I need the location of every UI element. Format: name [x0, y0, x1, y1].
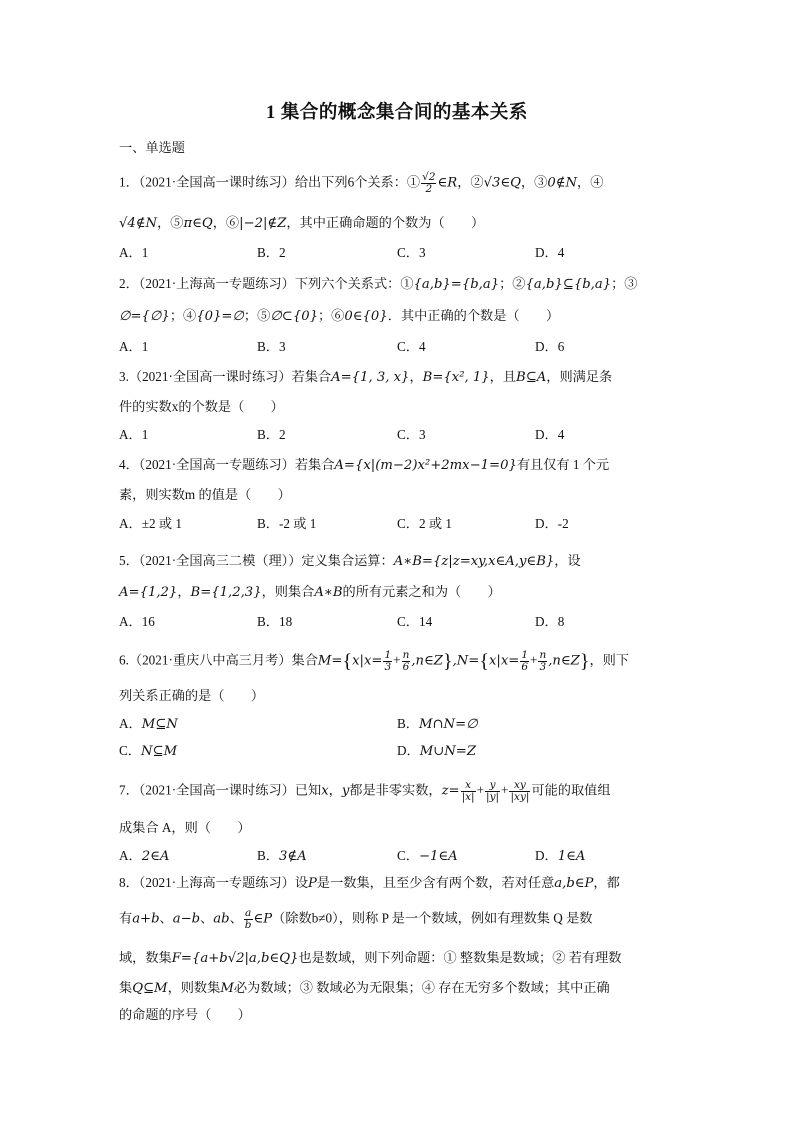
q2-option-d: D．6: [535, 339, 565, 354]
question-1-cont: √4∉N，⑤π∈Q，⑥|−2|∉Z，其中正确命题的个数为（ ）: [119, 215, 485, 231]
question-7-cont: 成集合 A，则（ ）: [119, 820, 251, 835]
question-6: 6.（2021·重庆八中高三月考）集合M={x|x= $\frac{1}{3}$ + $\frac{n}{6}$ ,n∈Z},N={x|x= $\frac{1}{6}$ + $\frac{n}{3}$ ,n∈Z}，则下: [119, 649, 630, 673]
question-8-line-2: 有a+b、a−b、ab、 $\frac{a}{b}$ ∈P（除数b≠0），则称 P 是一个数域，例如有理数集 Q 是数: [119, 907, 593, 931]
q5-option-a: A．16: [119, 614, 155, 629]
q5-option-b: B．18: [257, 614, 293, 629]
q6-option-d: D．M∪N=Z: [397, 743, 477, 759]
q2-option-b: B．3: [257, 339, 286, 354]
page-title: 1 集合的概念集合间的基本关系: [266, 103, 528, 123]
question-3: 3.（2021·全国高一课时练习）若集合A={1, 3, x}，B={x², 1}，且B⊆A，则满足条: [119, 369, 613, 385]
q4-option-c: C．2 或 1: [397, 516, 452, 531]
question-4: 4．（2021·全国高一专题练习）若集合A={x|(m−2)x²+2mx−1=0}有且仅有 1 个元: [119, 457, 610, 473]
question-5-cont: A={1,2}，B={1,2,3}，则集合A∗B的所有元素之和为（ ）: [119, 584, 501, 600]
q2-option-c: C．4: [397, 339, 426, 354]
q7-option-c: C．−1∈A: [397, 848, 458, 864]
question-4-cont: 素，则实数m 的值是（ ）: [119, 487, 291, 502]
question-5: 5．（2021·全国高三二模（理））定义集合运算：A∗B={z|z=xy,x∈A,y∈B}，设: [119, 553, 581, 569]
question-8-line-5: 的命题的序号（ ）: [119, 1007, 251, 1022]
q7-option-b: B．3∉A: [257, 848, 307, 864]
q7-option-a: A．2∈A: [119, 848, 170, 864]
question-1-stem: 1．（2021·全国高一课时练习）给出下列6个关系：: [119, 174, 407, 190]
q6-option-c: C．N⊆M: [119, 743, 178, 759]
q4-option-d: D．-2: [535, 516, 569, 531]
section-heading: 一、单选题: [119, 140, 185, 155]
question-1: 1．（2021·全国高一课时练习）给出下列6个关系：① $\frac{√2}{2}$ ∈R，②√3∈Q，③0∉N，④: [119, 171, 604, 195]
q4-option-a: A．±2 或 1: [119, 516, 182, 531]
question-2: 2．（2021·上海高一专题练习）下列六个关系式：①{a,b}={b,a}；②{a,b}⊆{b,a}；③: [119, 276, 638, 292]
q3-option-d: D．4: [535, 427, 565, 442]
q2-option-a: A．1: [119, 339, 149, 354]
question-8-line-4: 集Q⊆M，则数集M必为数域；③ 数域必为无限集；④ 存在无穷多个数域；其中正确: [119, 980, 610, 996]
q1-option-d: D．4: [535, 245, 565, 260]
q7-option-d: D．1∈A: [535, 848, 586, 864]
sqrt2-over-2: $\frac{√2}{2}$: [422, 171, 436, 195]
q6-option-b: B．M∩N=∅: [397, 716, 478, 732]
q4-option-b: B．-2 或 1: [257, 516, 317, 531]
q5-option-c: C．14: [397, 614, 433, 629]
q5-option-d: D．8: [535, 614, 565, 629]
question-6-cont: 列关系正确的是（ ）: [119, 688, 265, 703]
q3-option-a: A．1: [119, 427, 149, 442]
q6-option-a: A．M⊆N: [119, 716, 178, 732]
q3-option-b: B．2: [257, 427, 286, 442]
question-8: 8．（2021·上海高一专题练习）设P是一数集，且至少含有两个数，若对任意a,b∈P，都: [119, 875, 620, 891]
question-8-line-3: 域，数集F={a+b√2|a,b∈Q}也是数域，则下列命题：① 整数集是数域；② 若有理数: [119, 950, 622, 966]
q1-option-b: B．2: [257, 245, 286, 260]
q1-option-c: C．3: [397, 245, 426, 260]
q3-option-c: C．3: [397, 427, 426, 442]
question-7: 7．（2021·全国高一课时练习）已知x，y都是非零实数，z= $\frac{x}{|x|}$ + $\frac{y}{|y|}$ + $\frac{xy}{|xy|}$ 可能的取值组: [119, 779, 611, 803]
question-3-cont: 件的实数x的个数是（ ）: [119, 399, 284, 414]
question-2-cont: ∅={∅}；④{0}=∅；⑤∅⊂{0}；⑥0∈{0}．其中正确的个数是（ ）: [119, 308, 560, 324]
q1-option-a: A．1: [119, 245, 149, 260]
